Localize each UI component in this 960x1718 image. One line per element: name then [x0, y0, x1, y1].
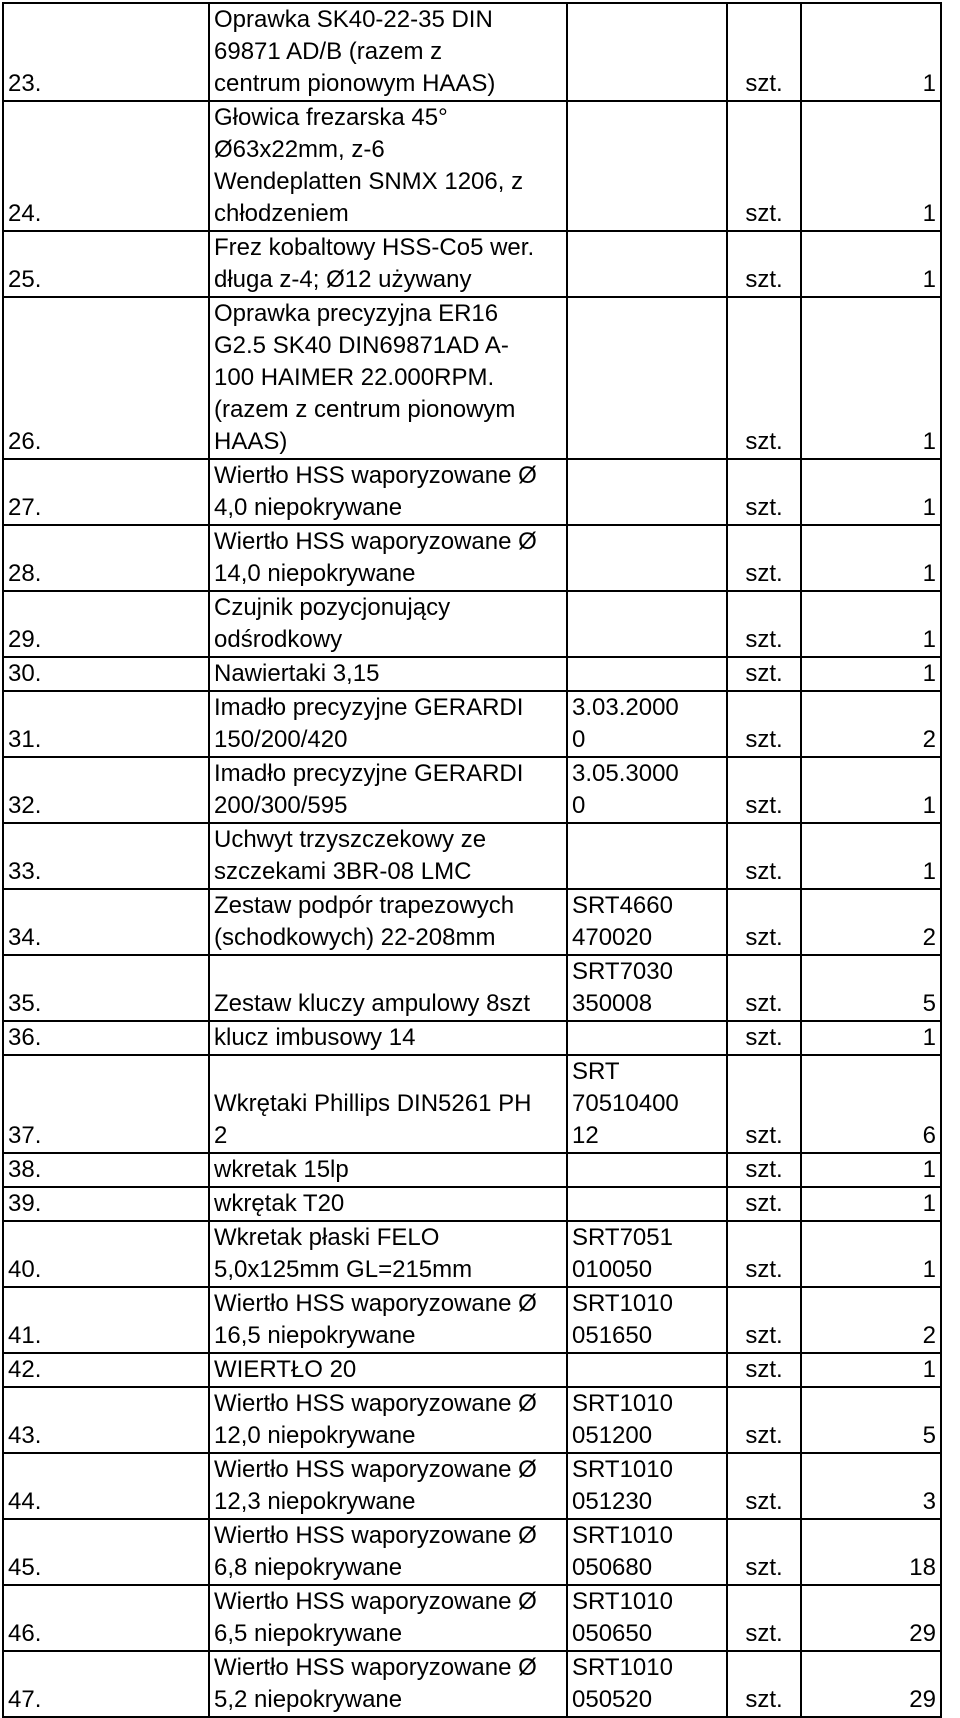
item-code: SRT 70510400 12: [567, 1055, 727, 1153]
table-row: [3, 1651, 941, 1717]
table-row: [3, 231, 941, 297]
item-unit: szt.: [727, 889, 801, 955]
item-code: [567, 1187, 727, 1221]
item-code: SRT1010 050650: [567, 1585, 727, 1651]
item-description: Nawiertaki 3,15: [209, 657, 567, 691]
item-code: [567, 1153, 727, 1187]
item-quantity: 1: [801, 297, 941, 459]
item-description: Wiertło HSS waporyzowane Ø 16,5 niepokrywane: [209, 1287, 567, 1353]
item-unit: szt.: [727, 757, 801, 823]
item-number: 41.: [3, 1287, 209, 1353]
item-code: [567, 231, 727, 297]
item-number: 31.: [3, 691, 209, 757]
item-number: 34.: [3, 889, 209, 955]
item-unit: szt.: [727, 1021, 801, 1055]
table-row: [3, 101, 941, 231]
item-code: [567, 525, 727, 591]
item-number: 26.: [3, 297, 209, 459]
item-unit: szt.: [727, 459, 801, 525]
item-number: 44.: [3, 1453, 209, 1519]
item-number: 39.: [3, 1187, 209, 1221]
item-number: 25.: [3, 231, 209, 297]
table-row: [3, 955, 941, 1021]
item-number: 33.: [3, 823, 209, 889]
item-quantity: 29: [801, 1651, 941, 1717]
table-row: [3, 691, 941, 757]
item-description: Imadło precyzyjne GERARDI 200/300/595: [209, 757, 567, 823]
item-quantity: 5: [801, 955, 941, 1021]
item-description: Zestaw kluczy ampulowy 8szt: [209, 955, 567, 1021]
table-row: [3, 1153, 941, 1187]
item-number: 23.: [3, 3, 209, 101]
item-description: Wiertło HSS waporyzowane Ø 12,0 niepokrywane: [209, 1387, 567, 1453]
item-quantity: 1: [801, 101, 941, 231]
table-row: [3, 1021, 941, 1055]
table-row: [3, 1287, 941, 1353]
inventory-table-container: [2, 2, 942, 1718]
item-unit: szt.: [727, 1353, 801, 1387]
item-number: 30.: [3, 657, 209, 691]
table-row: [3, 525, 941, 591]
item-description: Wiertło HSS waporyzowane Ø 5,2 niepokrywane: [209, 1651, 567, 1717]
item-quantity: 1: [801, 1021, 941, 1055]
inventory-table-body: [3, 3, 941, 1717]
item-description: Głowica frezarska 45° Ø63x22mm, z-6 Wendeplatten SNMX 1206, z chłodzeniem: [209, 101, 567, 231]
item-unit: szt.: [727, 1585, 801, 1651]
item-description: Frez kobaltowy HSS-Co5 wer. długa z-4; Ø12 używany: [209, 231, 567, 297]
item-unit: szt.: [727, 297, 801, 459]
table-row: [3, 657, 941, 691]
item-code: [567, 1353, 727, 1387]
inventory-table: [2, 2, 942, 1718]
item-quantity: 1: [801, 459, 941, 525]
table-row: [3, 823, 941, 889]
item-description: Oprawka SK40-22-35 DIN 69871 AD/B (razem z centrum pionowym HAAS): [209, 3, 567, 101]
item-description: wkrętak T20: [209, 1187, 567, 1221]
item-code: SRT1010 050680: [567, 1519, 727, 1585]
item-unit: szt.: [727, 1387, 801, 1453]
item-quantity: 1: [801, 3, 941, 101]
item-code: SRT7051 010050: [567, 1221, 727, 1287]
item-code: [567, 591, 727, 657]
item-description: WIERTŁO 20: [209, 1353, 567, 1387]
item-description: Wkretak płaski FELO 5,0x125mm GL=215mm: [209, 1221, 567, 1287]
item-quantity: 29: [801, 1585, 941, 1651]
item-quantity: 1: [801, 1353, 941, 1387]
item-code: SRT1010 051650: [567, 1287, 727, 1353]
item-description: Czujnik pozycjonujący odśrodkowy: [209, 591, 567, 657]
table-row: [3, 3, 941, 101]
item-unit: szt.: [727, 1153, 801, 1187]
item-quantity: 1: [801, 757, 941, 823]
item-unit: szt.: [727, 231, 801, 297]
item-description: klucz imbusowy 14: [209, 1021, 567, 1055]
item-number: 42.: [3, 1353, 209, 1387]
item-unit: szt.: [727, 1651, 801, 1717]
table-row: [3, 1221, 941, 1287]
item-quantity: 1: [801, 231, 941, 297]
item-code: [567, 823, 727, 889]
item-number: 47.: [3, 1651, 209, 1717]
item-unit: szt.: [727, 1055, 801, 1153]
item-number: 32.: [3, 757, 209, 823]
table-row: [3, 1187, 941, 1221]
item-code: SRT1010 051230: [567, 1453, 727, 1519]
table-row: [3, 1585, 941, 1651]
item-number: 40.: [3, 1221, 209, 1287]
item-code: SRT1010 050520: [567, 1651, 727, 1717]
item-unit: szt.: [727, 823, 801, 889]
item-description: Imadło precyzyjne GERARDI 150/200/420: [209, 691, 567, 757]
item-description: Uchwyt trzyszczekowy ze szczekami 3BR-08 LMC: [209, 823, 567, 889]
item-quantity: 2: [801, 691, 941, 757]
item-quantity: 3: [801, 1453, 941, 1519]
item-code: SRT4660 470020: [567, 889, 727, 955]
item-quantity: 1: [801, 1221, 941, 1287]
item-quantity: 1: [801, 591, 941, 657]
item-number: 27.: [3, 459, 209, 525]
item-number: 35.: [3, 955, 209, 1021]
item-quantity: 5: [801, 1387, 941, 1453]
table-row: [3, 1055, 941, 1153]
table-row: [3, 1519, 941, 1585]
item-quantity: 1: [801, 1153, 941, 1187]
item-description: wkretak 15lp: [209, 1153, 567, 1187]
item-description: Wiertło HSS waporyzowane Ø 6,8 niepokrywane: [209, 1519, 567, 1585]
item-unit: szt.: [727, 101, 801, 231]
item-unit: szt.: [727, 1287, 801, 1353]
item-code: [567, 297, 727, 459]
item-code: SRT7030 350008: [567, 955, 727, 1021]
item-description: Wiertło HSS waporyzowane Ø 12,3 niepokrywane: [209, 1453, 567, 1519]
item-quantity: 18: [801, 1519, 941, 1585]
table-row: [3, 1353, 941, 1387]
item-quantity: 6: [801, 1055, 941, 1153]
item-quantity: 1: [801, 525, 941, 591]
item-quantity: 1: [801, 1187, 941, 1221]
item-number: 46.: [3, 1585, 209, 1651]
item-unit: szt.: [727, 955, 801, 1021]
item-quantity: 1: [801, 657, 941, 691]
table-row: [3, 459, 941, 525]
item-number: 29.: [3, 591, 209, 657]
item-number: 43.: [3, 1387, 209, 1453]
item-unit: szt.: [727, 591, 801, 657]
item-code: [567, 1021, 727, 1055]
item-quantity: 2: [801, 889, 941, 955]
table-row: [3, 297, 941, 459]
item-code: 3.05.3000 0: [567, 757, 727, 823]
item-number: 36.: [3, 1021, 209, 1055]
item-unit: szt.: [727, 525, 801, 591]
table-row: [3, 1387, 941, 1453]
item-unit: szt.: [727, 1519, 801, 1585]
item-number: 38.: [3, 1153, 209, 1187]
item-unit: szt.: [727, 1221, 801, 1287]
item-unit: szt.: [727, 657, 801, 691]
item-description: Wkrętaki Phillips DIN5261 PH 2: [209, 1055, 567, 1153]
item-code: [567, 3, 727, 101]
item-description: Wiertło HSS waporyzowane Ø 14,0 niepokrywane: [209, 525, 567, 591]
item-unit: szt.: [727, 1453, 801, 1519]
table-row: [3, 757, 941, 823]
table-row: [3, 591, 941, 657]
item-code: [567, 101, 727, 231]
item-unit: szt.: [727, 691, 801, 757]
item-quantity: 1: [801, 823, 941, 889]
item-code: [567, 459, 727, 525]
item-number: 37.: [3, 1055, 209, 1153]
item-number: 45.: [3, 1519, 209, 1585]
item-description: Wiertło HSS waporyzowane Ø 4,0 niepokrywane: [209, 459, 567, 525]
table-row: [3, 1453, 941, 1519]
item-description: Wiertło HSS waporyzowane Ø 6,5 niepokrywane: [209, 1585, 567, 1651]
item-code: [567, 657, 727, 691]
item-description: Oprawka precyzyjna ER16 G2.5 SK40 DIN69871AD A- 100 HAIMER 22.000RPM. (razem z centrum pionowym HAAS): [209, 297, 567, 459]
item-code: SRT1010 051200: [567, 1387, 727, 1453]
item-unit: szt.: [727, 1187, 801, 1221]
item-quantity: 2: [801, 1287, 941, 1353]
item-number: 28.: [3, 525, 209, 591]
item-code: 3.03.2000 0: [567, 691, 727, 757]
item-description: Zestaw podpór trapezowych (schodkowych) 22-208mm: [209, 889, 567, 955]
item-unit: szt.: [727, 3, 801, 101]
item-number: 24.: [3, 101, 209, 231]
table-row: [3, 889, 941, 955]
